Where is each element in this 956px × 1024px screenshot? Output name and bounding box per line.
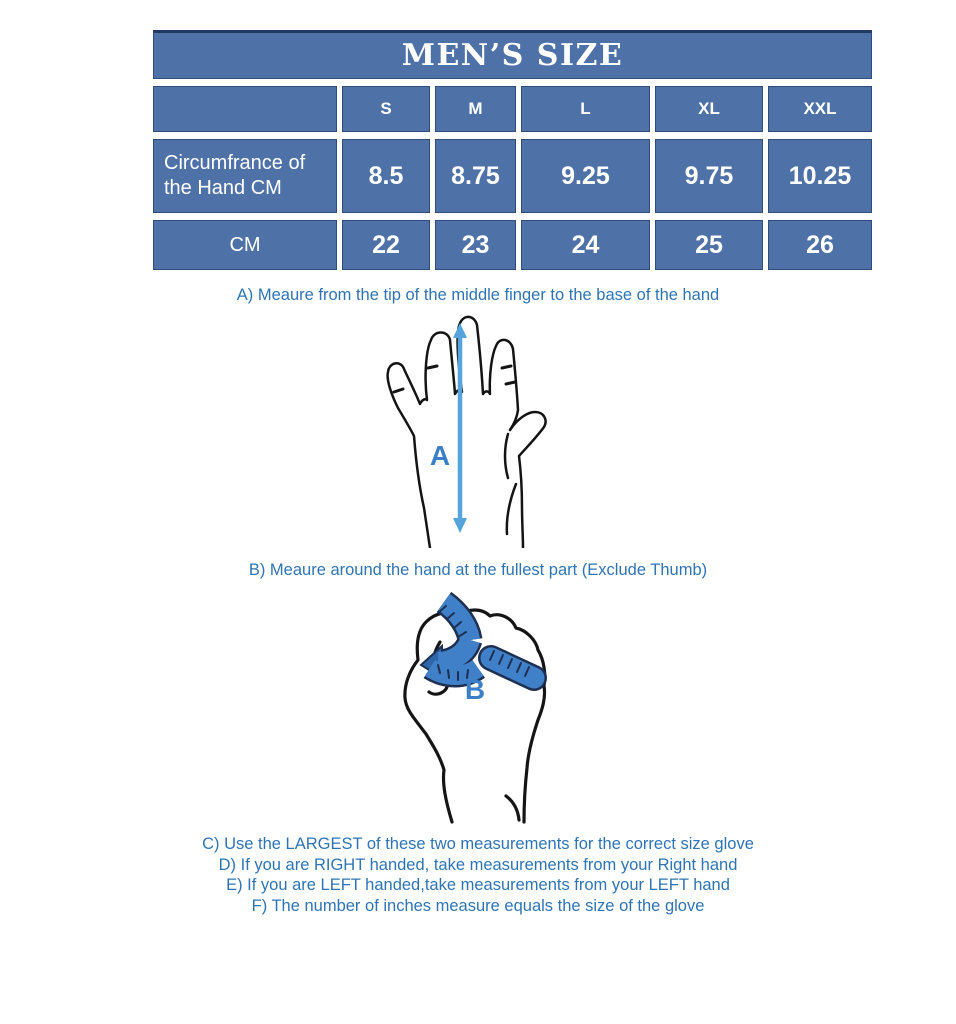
instruction-a: A) Meaure from the tip of the middle finger to the base of the hand — [236, 286, 720, 304]
table-title: MEN’S SIZE — [153, 30, 872, 79]
row-label-cm: CM — [153, 220, 337, 270]
marker-letter-b: B — [464, 674, 486, 705]
circumference-value-m: 8.75 — [435, 139, 516, 213]
mens-size-table — [153, 30, 872, 270]
cm-value-xl: 25 — [655, 220, 763, 270]
cm-value-m: 23 — [435, 220, 516, 270]
size-header-s: S — [342, 86, 430, 132]
hand-diagram-b — [388, 586, 603, 836]
circumference-value-xl: 9.75 — [655, 139, 763, 213]
instruction-e: E) If you are LEFT handed,take measurements from your LEFT hand — [226, 876, 730, 894]
row-label-circumference: Circumfrance of the Hand CM — [153, 139, 337, 213]
size-header-m: M — [435, 86, 516, 132]
size-header-xxl: XXL — [768, 86, 872, 132]
instruction-f: F) The number of inches measure equals the size of the glove — [251, 896, 705, 915]
size-header-row — [153, 86, 872, 132]
marker-letter-a: A — [429, 440, 451, 471]
circumference-value-l: 9.25 — [521, 139, 650, 213]
circumference-value-s: 8.5 — [342, 139, 430, 213]
open-hand-icon — [388, 317, 546, 548]
cm-value-l: 24 — [521, 220, 650, 270]
instruction-c: C) Use the LARGEST of these two measurements for the correct size glove — [202, 835, 754, 853]
empty-corner-cell — [153, 86, 337, 132]
circumference-value-xxl: 10.25 — [768, 139, 872, 213]
instruction-b: B) Meaure around the hand at the fullest part (Exclude Thumb) — [248, 561, 708, 579]
cm-value-s: 22 — [342, 220, 430, 270]
cm-value-xxl: 26 — [768, 220, 872, 270]
hand-diagram-a — [356, 312, 568, 548]
size-header-xl: XL — [655, 86, 763, 132]
instructions-c-to-f — [0, 834, 956, 916]
circumference-row — [153, 139, 872, 213]
instruction-d: D) If you are RIGHT handed, take measurements from your Right hand — [218, 855, 738, 874]
size-header-l: L — [521, 86, 650, 132]
cm-row — [153, 220, 872, 270]
